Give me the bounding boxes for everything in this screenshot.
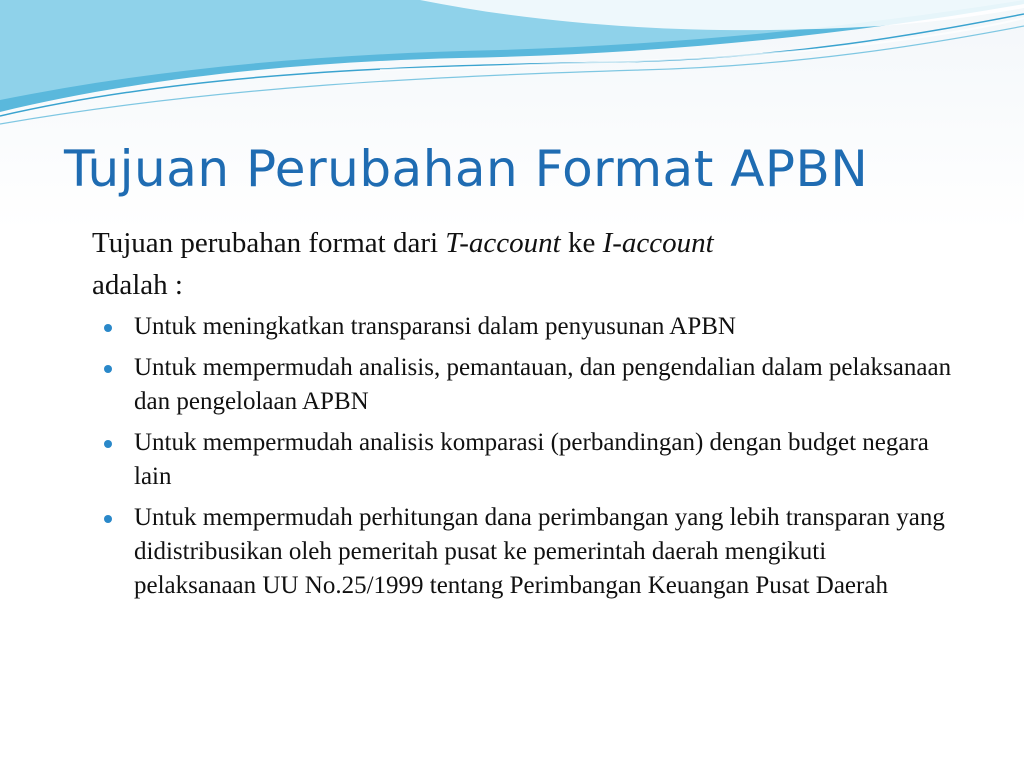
bullet-item	[104, 501, 954, 603]
bullet-dot-icon	[104, 440, 112, 448]
term-i-account: I-account	[602, 227, 714, 259]
bullet-item	[104, 426, 954, 494]
slide-title: Tujuan Perubahan Format APBN	[64, 140, 869, 198]
header-wave-decoration	[0, 0, 1024, 125]
bullet-text: Untuk mempermudah analisis komparasi (perbandingan) dengan budget negara lain	[134, 429, 929, 490]
bullet-list	[104, 310, 954, 610]
term-t-account: T-account	[445, 227, 561, 259]
intro-paragraph	[92, 222, 952, 306]
intro-line-2: adalah :	[92, 269, 183, 301]
bullet-dot-icon	[104, 324, 112, 332]
bullet-dot-icon	[104, 365, 112, 373]
bullet-item	[104, 310, 954, 344]
intro-text-1: Tujuan perubahan format dari	[92, 227, 446, 259]
bullet-text: Untuk mempermudah perhitungan dana perimbangan yang lebih transparan yang didistribusikan oleh pemeritah pusat ke pemerintah daerah mengikuti pelaksanaan UU No.25/1999 tentang Perimbangan Keuangan Pusat Daerah	[134, 504, 945, 599]
intro-text-2: ke	[560, 227, 603, 259]
bullet-item	[104, 351, 954, 419]
bullet-dot-icon	[104, 515, 112, 523]
bullet-text: Untuk meningkatkan transparansi dalam penyusunan APBN	[134, 313, 736, 340]
intro-line-1	[92, 222, 952, 264]
bullet-text: Untuk mempermudah analisis, pemantauan, dan pengendalian dalam pelaksanaan dan pengelolaan APBN	[134, 354, 952, 415]
